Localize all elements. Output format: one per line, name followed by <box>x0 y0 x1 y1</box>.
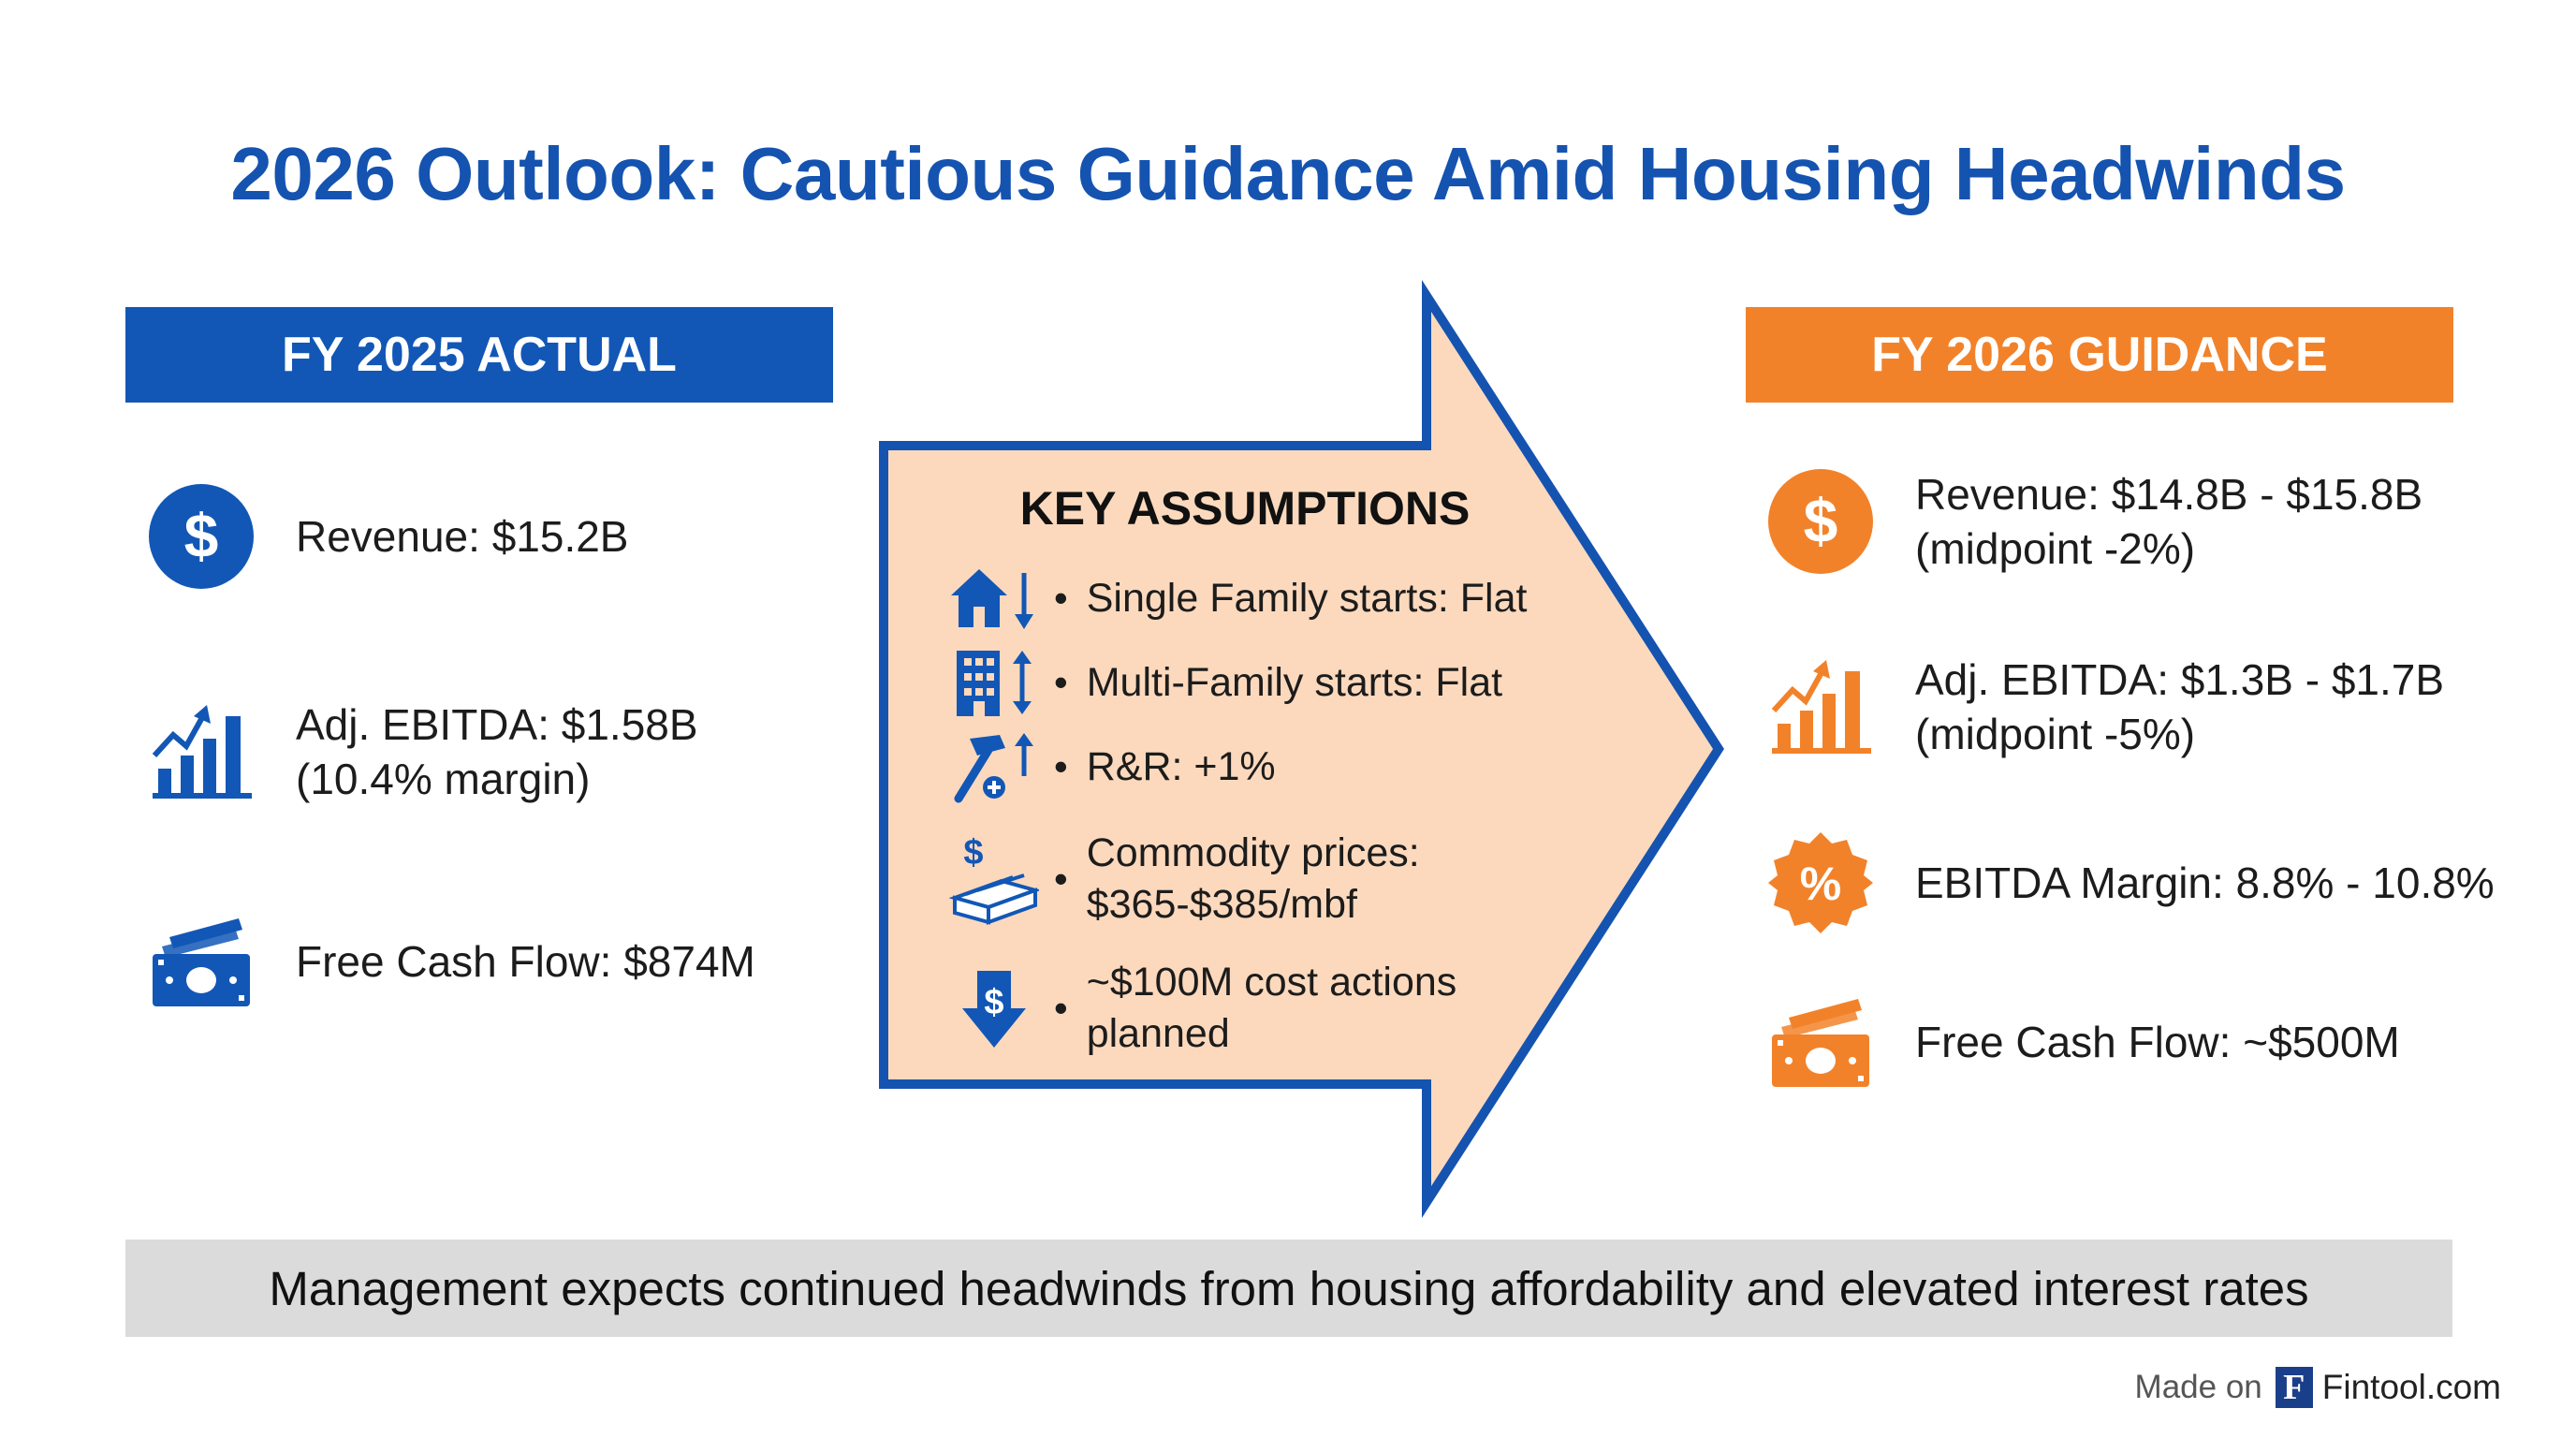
svg-text:$: $ <box>984 982 1004 1022</box>
dollar-circle-icon <box>146 481 256 592</box>
assumption-rr <box>947 725 1276 809</box>
percent-badge-icon <box>1765 828 1876 938</box>
cash-icon <box>146 906 256 1017</box>
bullet: • <box>1054 576 1068 620</box>
actual-fcf <box>146 906 755 1017</box>
building-updown-icon <box>947 640 1041 725</box>
assumption-cost-actions <box>947 957 1456 1059</box>
bullet: • <box>1054 744 1068 788</box>
assumption-text-line2: $365-$385/mbf <box>1086 881 1357 927</box>
lumber-price-icon <box>947 832 1041 921</box>
cash-icon <box>1765 987 1876 1097</box>
guidance-ebitda-text: Adj. EBITDA: $1.3B - $1.7B <box>1915 654 2445 704</box>
guidance-margin-text: EBITDA Margin: 8.8% - 10.8% <box>1915 858 2495 907</box>
growth-chart-icon <box>1765 652 1876 762</box>
actual-ebitda <box>146 697 698 807</box>
actual-revenue <box>146 481 629 592</box>
guidance-revenue <box>1765 466 2422 577</box>
growth-chart-icon <box>146 697 256 807</box>
bullet: • <box>1054 660 1068 704</box>
cost-down-icon <box>947 966 1041 1050</box>
assumption-multi-family <box>947 640 1502 725</box>
assumption-text: Multi-Family starts: Flat <box>1086 659 1503 705</box>
house-down-icon <box>947 556 1041 640</box>
assumption-commodity <box>947 828 1420 930</box>
actual-fcf-text: Free Cash Flow: $874M <box>296 936 755 986</box>
assumption-text-line2: planned <box>1086 1010 1230 1056</box>
assumption-text: Commodity prices: <box>1086 830 1420 875</box>
svg-text:$: $ <box>183 501 219 570</box>
made-on-prefix: Made on <box>2134 1369 2262 1405</box>
fy2026-guidance-header: FY 2026 GUIDANCE <box>1746 307 2453 403</box>
guidance-revenue-text: Revenue: $14.8B - $15.8B <box>1915 469 2423 519</box>
fintool-logo-icon: F <box>2276 1367 2313 1408</box>
guidance-fcf <box>1765 987 2400 1097</box>
assumption-text: R&R: +1% <box>1086 743 1276 789</box>
svg-text:$: $ <box>963 832 984 873</box>
fintool-brand-link[interactable]: Fintool.com <box>2321 1368 2501 1406</box>
bullet: • <box>1054 985 1068 1030</box>
fy2025-actual-header: FY 2025 ACTUAL <box>125 307 833 403</box>
assumption-single-family <box>947 556 1527 640</box>
guidance-margin <box>1765 828 2495 938</box>
guidance-ebitda <box>1765 652 2444 762</box>
bullet: • <box>1054 856 1068 901</box>
guidance-fcf-text: Free Cash Flow: ~$500M <box>1915 1017 2400 1066</box>
actual-ebitda-margin: (10.4% margin) <box>296 755 591 803</box>
footer-note: Management expects continued headwinds from housing affordability and elevated interest rates <box>125 1240 2452 1337</box>
actual-revenue-text: Revenue: $15.2B <box>296 511 629 561</box>
svg-text:%: % <box>1799 858 1842 910</box>
assumption-text: Single Family starts: Flat <box>1086 575 1528 621</box>
key-assumptions-title: KEY ASSUMPTIONS <box>1019 482 1471 535</box>
made-on-credit[interactable] <box>2135 1367 2501 1408</box>
svg-text:$: $ <box>1803 486 1838 555</box>
hammer-up-icon <box>947 725 1041 809</box>
dollar-circle-icon <box>1765 466 1876 577</box>
actual-ebitda-text: Adj. EBITDA: $1.58B <box>296 699 698 749</box>
guidance-revenue-midpoint: (midpoint -2%) <box>1915 524 2196 573</box>
assumption-text: ~$100M cost actions <box>1086 960 1457 1005</box>
guidance-ebitda-midpoint: (midpoint -5%) <box>1915 710 2196 758</box>
page-title: 2026 Outlook: Cautious Guidance Amid Housing Headwinds <box>230 132 2346 215</box>
